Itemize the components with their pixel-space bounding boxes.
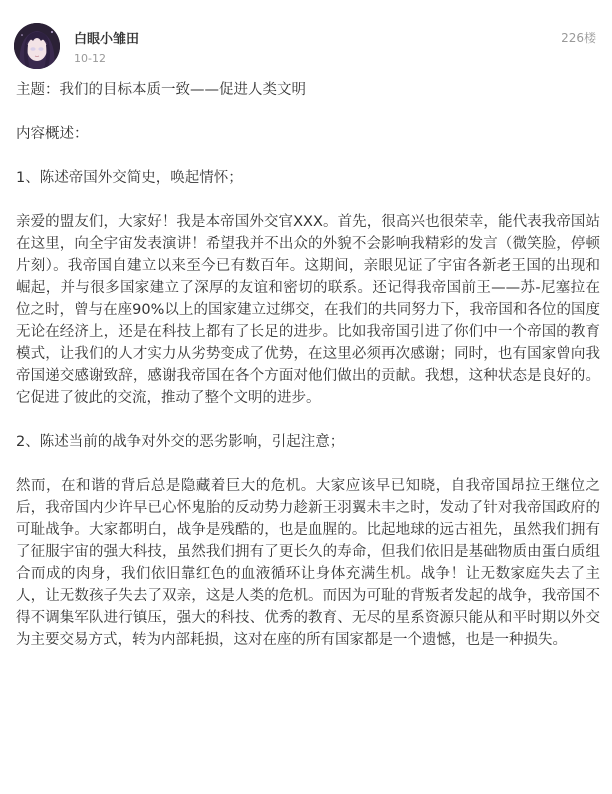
user-avatar[interactable]: [14, 23, 60, 69]
post-subject: 主题：我们的目标本质一致——促进人类文明: [16, 82, 306, 98]
post-content: [16, 79, 600, 673]
anime-avatar-icon: [14, 23, 60, 69]
floor-number: 226楼: [561, 31, 596, 45]
content-summary-heading: 内容概述：: [16, 126, 89, 142]
section-heading-1: 1、陈述帝国外交简史，唤起情怀；: [16, 170, 243, 186]
post-date: 10-12: [74, 52, 106, 65]
section-body-2: 然而，在和谐的背后总是隐藏着巨大的危机。大家应该早已知晓，自我帝国昂拉王继位之后，我帝国内少许早已心怀鬼胎的反动势力趁新王羽翼未丰之时，发动了针对我帝国政府的可耻战争。大家都明白，战争是残酷的，也是血腥的。比起地球的远古祖先，虽然我们拥有了征服宇宙的强大科技，虽然我们拥有了更长久的寿命，但我们依旧是基础物质由蛋白质组合而成的肉身，我们依旧靠红色的血液循环让身体充满生机。战争！让无数家庭失去了主人，让无数孩子失去了双亲，这是人类的危机。而因为可耻的背叛者发起的战争，我帝国不得不调集军队进行镇压，强大的科技、优秀的教育、无尽的星系资源只能从和平时期以外交为主要交易方式，转为内部耗损，这对在座的所有国家都是一个遗憾，也是一种损失。: [16, 478, 600, 648]
username-link[interactable]: 白眼小雏田: [74, 32, 140, 47]
section-heading-2: 2、陈述当前的战争对外交的恶劣影响，引起注意；: [16, 434, 345, 450]
section-body-1: 亲爱的盟友们，大家好！我是本帝国外交官XXX。首先，很高兴也很荣幸，能代表我帝国站在这里，向全宇宙发表演讲！希望我并不出众的外貌不会影响我精彩的发言（微笑脸，停顿片刻）。我帝国自建立以来至今已有数百年。这期间，亲眼见证了宇宙各新老王国的出现和崛起，并与很多国家建立了深厚的友谊和密切的联系。还记得我帝国前王——苏-尼塞拉在位之时，曾与在座90%以上的国家建立过绑交，在我们的共同努力下，我帝国和各位的国度无论在经济上，还是在科技上都有了长足的进步。比如我帝国引进了你们中一个帝国的教育模式，让我们的人才实力从劣势变成了优势，在这里必须再次感谢；同时，也有国家曾向我帝国递交感谢致辞，感谢我帝国在各个方面对他们做出的贡献。我想，这种状态是良好的。它促进了彼此的交流，推动了整个文明的进步。: [16, 214, 600, 406]
